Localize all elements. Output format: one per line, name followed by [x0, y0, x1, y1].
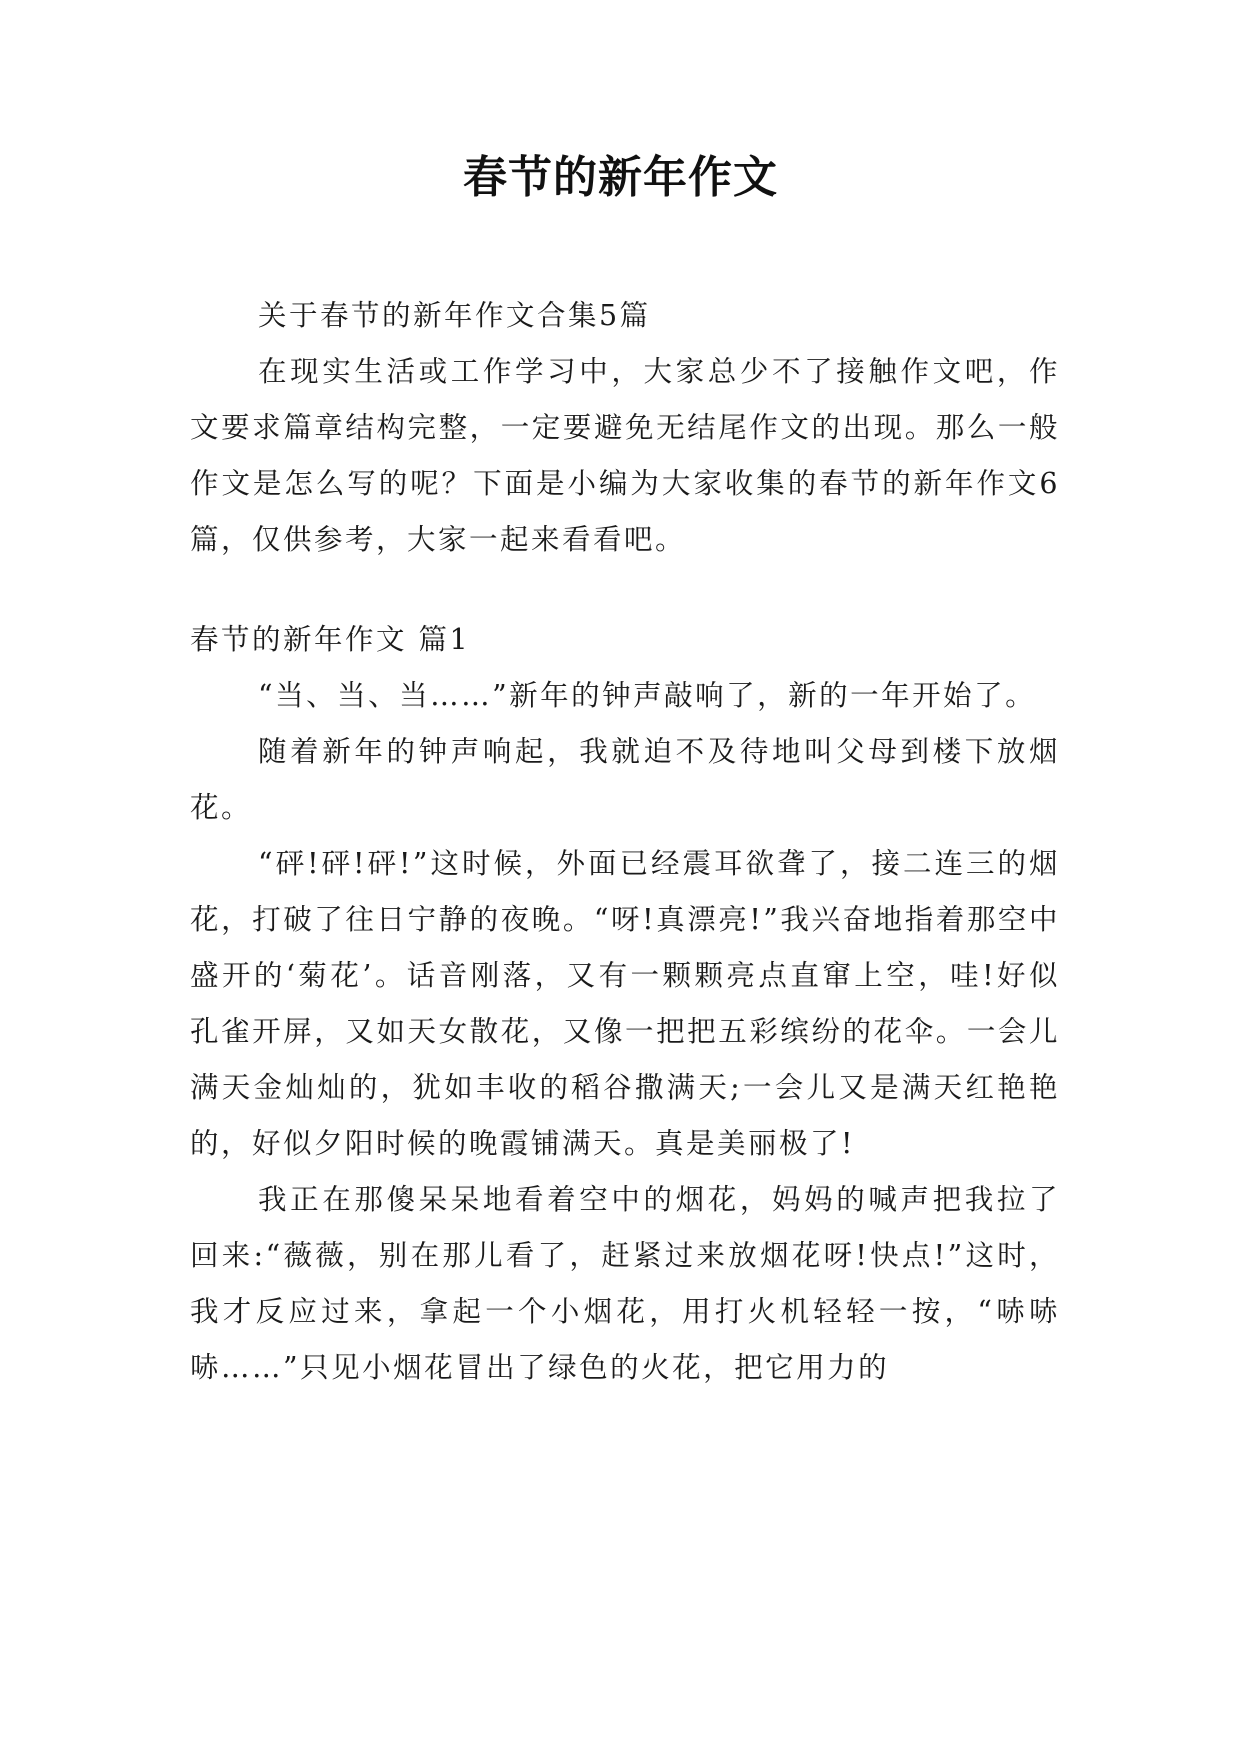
intro-paragraph: 在现实生活或工作学习中，大家总少不了接触作文吧，作文要求篇章结构完整，一定要避免无结尾作文的出现。那么一般作文是怎么写的呢？下面是小编为大家收集的春节的新年作文6篇，仅供参考，大家一起来看看吧。: [190, 355, 1060, 556]
collection-subtitle: 关于春节的新年作文合集5篇: [258, 299, 651, 332]
body-paragraph: “当、当、当……”新年的钟声敲响了，新的一年开始了。: [258, 679, 1037, 712]
section-heading: 春节的新年作文 篇1: [190, 623, 471, 656]
body-paragraph: 我正在那傻呆呆地看着空中的烟花，妈妈的喊声把我拉了回来:“薇薇，别在那儿看了，赶紧过来放烟花呀!快点!”这时，我才反应过来，拿起一个小烟花，用打火机轻轻一按，“哧哧哧……”只见小烟花冒出了绿色的火花，把它用力的: [190, 1183, 1060, 1384]
section-spacer: [190, 568, 1060, 612]
body-paragraph: 随着新年的钟声响起，我就迫不及待地叫父母到楼下放烟花。: [190, 735, 1060, 824]
body-paragraph: “砰!砰!砰!”这时候，外面已经震耳欲聋了，接二连三的烟花，打破了往日宁静的夜晚。“呀!真漂亮!”我兴奋地指着那空中盛开的‘菊花’。话音刚落，又有一颗颗亮点直窜上空，哇!好似孔雀开屏，又如天女散花，又像一把把五彩缤纷的花伞。一会儿满天金灿灿的，犹如丰收的稻谷撒满天;一会儿又是满天红艳艳的，好似夕阳时候的晚霞铺满天。真是美丽极了!: [190, 847, 1060, 1160]
document-title: 春节的新年作文: [463, 152, 778, 203]
document-body: [190, 288, 1060, 1396]
